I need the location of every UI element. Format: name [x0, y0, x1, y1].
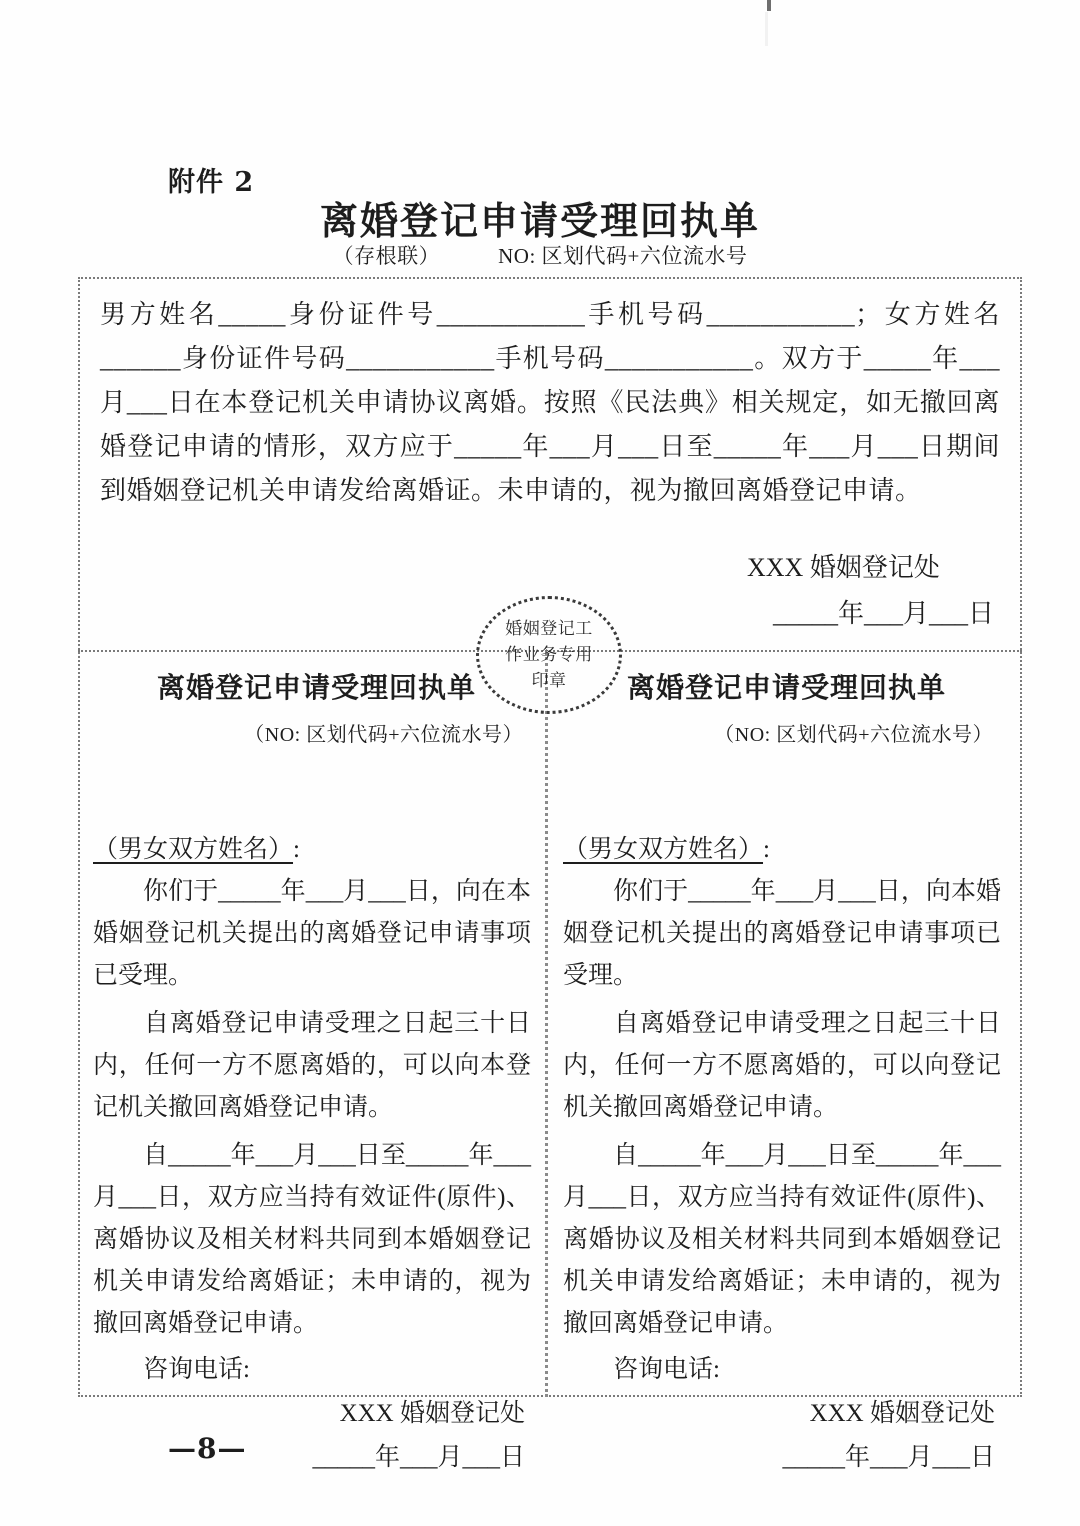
scan-artifact — [767, 0, 771, 11]
attachment-label: 附件 2 — [168, 167, 255, 198]
receipt-addressee-colon: : — [293, 836, 300, 863]
receipt-paragraph-2 — [563, 1003, 1001, 1129]
receipt-paragraph-2 — [93, 1003, 531, 1129]
receipt-paragraph-2-text: 自离婚登记申请受理之日起三十日内，任何一方不愿离婚的，可以向本登记机关撤回离婚登记申请。 — [93, 1010, 531, 1121]
receipt-panel-left — [79, 652, 545, 1471]
receipt-paragraph-1 — [93, 871, 531, 997]
stub-issuer: XXX 婚姻登记处 — [746, 553, 940, 582]
stub-date-line: _____年___月___日 — [772, 599, 994, 628]
receipt-paragraph-1-text: 你们于_____年___月___日，向本婚姻登记机关提出的离婚登记申请事项已受理。 — [563, 878, 1001, 989]
receipt-paragraph-2-text: 自离婚登记申请受理之日起三十日内，任何一方不愿离婚的，可以向登记机关撤回离婚登记申请。 — [563, 1010, 1001, 1121]
title-subrow — [0, 240, 1080, 270]
receipt-title: 离婚登记申请受理回执单 — [157, 671, 477, 704]
stub-section — [78, 277, 1022, 650]
receipt-panel-right — [549, 652, 1015, 1471]
receipt-issuer: XXX 婚姻登记处 — [809, 1400, 995, 1427]
seal-line-2: 作业务专用 — [505, 645, 593, 664]
page-title: 离婚登记申请受理回执单 — [319, 198, 760, 243]
receipt-paragraph-1 — [563, 871, 1001, 997]
receipt-phone-row — [563, 1349, 1001, 1391]
receipt-paragraph-3 — [563, 1135, 1001, 1345]
receipt-paragraph-3-text: 自_____年___月___日至_____年___月___日，双方应当持有效证件(原件)、离婚协议及相关材料共同到本婚姻登记机关申请发给离婚证；未申请的，视为撤回离婚登记申请。 — [563, 1142, 1001, 1337]
page-number: —8— — [168, 1432, 247, 1465]
receipt-paragraph-1-text: 你们于_____年___月___日，向在本婚姻登记机关提出的离婚登记申请事项已受理。 — [93, 878, 531, 989]
receipt-addressee: （男女双方姓名） — [563, 836, 764, 863]
seal-line-1: 婚姻登记工 — [505, 619, 593, 638]
stub-paragraph: 男方姓名_____身份证件号___________手机号码___________；女方姓名______身份证件号码___________手机号码___________。双方于_____年___月___日在本登记机关申请协议离婚。按照《民法典》相关规定，如无撤回离婚登记申请的情形，双方应于_____年___月___日至_____年___月___日期间到婚姻登记机关申请发给离婚证。未申请的，视为撤回离婚登记申请。 — [100, 300, 1000, 505]
receipt-issuer: XXX 婚姻登记处 — [339, 1400, 525, 1427]
copy-type-label: （存根联） — [332, 244, 441, 268]
receipt-phone-label: 咨询电话: — [143, 1356, 250, 1383]
receipt-paragraph-3-text: 自_____年___月___日至_____年___月___日，双方应当持有效证件(原件)、离婚协议及相关材料共同到本婚姻登记机关申请发给离婚证；未申请的，视为撤回离婚登记申请。 — [93, 1142, 531, 1337]
receipt-addressee-row — [93, 787, 531, 865]
receipt-date-line: _____年___月___日 — [312, 1444, 525, 1471]
stub-signature — [747, 545, 994, 637]
receipt-serial-number: （NO: 区划代码+六位流水号） — [714, 724, 993, 746]
receipt-paragraph-3 — [93, 1135, 531, 1345]
serial-number-label: NO: 区划代码+六位流水号 — [498, 244, 748, 268]
receipt-phone-row — [93, 1349, 531, 1391]
receipt-addressee-row — [563, 787, 1001, 865]
receipt-phone-label: 咨询电话: — [613, 1356, 720, 1383]
scan-artifact-faint — [765, 12, 768, 46]
receipt-title: 离婚登记申请受理回执单 — [627, 671, 947, 704]
vertical-divider — [545, 652, 548, 1397]
receipt-date-line: _____年___月___日 — [782, 1444, 995, 1471]
seal-line-3: 印章 — [531, 671, 567, 690]
receipt-addressee: （男女双方姓名） — [93, 836, 294, 863]
receipt-serial-number: （NO: 区划代码+六位流水号） — [244, 724, 523, 746]
receipt-addressee-colon: : — [763, 836, 770, 863]
